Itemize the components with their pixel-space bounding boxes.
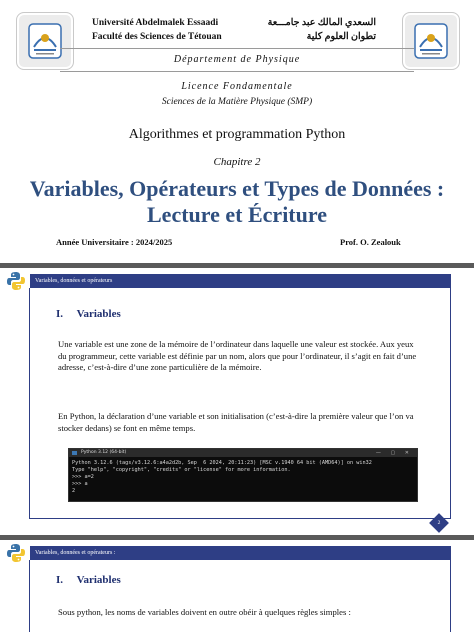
licence-label: Licence Fondamentale	[181, 81, 293, 92]
terminal-line: Type "help", "copyright", "credits" or "license" for more information.	[72, 467, 291, 473]
terminal-app-icon	[72, 451, 77, 455]
university-line-ar: السعدي المالك عبد جامـــعة	[267, 18, 376, 28]
window-controls-icon: — ▢ ✕	[375, 450, 413, 456]
cover-page	[0, 0, 474, 263]
terminal-title-bar	[69, 449, 417, 457]
terminal-line: 2	[72, 488, 76, 494]
chapter-title-line1: Variables, Opérateurs et Types de Données :	[29, 176, 445, 201]
section-title: Variables	[76, 308, 121, 320]
paragraph-declaration: En Python, la déclaration d’une variable et son initialisation (c’est-à-dire la première valeur que l’on va stocker dedans) se font en même temps.	[58, 411, 414, 433]
section-title: Variables	[76, 574, 121, 586]
faculty-line: Faculté des Sciences de Tétouan	[92, 32, 222, 42]
section-heading	[56, 574, 121, 586]
page-number: 2	[437, 520, 441, 526]
slide-page-2	[0, 268, 474, 535]
university-name-ar	[268, 16, 376, 44]
terminal-line: >>> a	[72, 481, 88, 487]
python-logo-icon	[6, 271, 26, 291]
chapter-title-line2: Lecture et Écriture	[147, 202, 327, 227]
professor-name: Prof. O. Zealouk	[340, 237, 401, 247]
python-logo-icon	[6, 543, 26, 563]
terminal-title: Python 3.12 (64-bit)	[81, 450, 127, 455]
terminal-line: Python 3.12.6 (tags/v3.12.6:a4a2d2b, Sep 6 2024, 20:11:23) [MSC v.1940 64 bit (AMD64)] on win32	[72, 460, 372, 466]
slide-page-3	[0, 540, 474, 632]
paragraph-definition: Une variable est une zone de la mémoire de l’ordinateur dans laquelle une valeur est stockée. Aux yeux du programmeur, cette variable est définie par un nom, alors que pour l’ordinateur, il s’agit en fait d’une adresse, c’est-à-dire d’une zone particulière de la mémoire.	[58, 339, 417, 372]
filiere-label: Sciences de la Matière Physique (SMP)	[161, 97, 313, 107]
chapter-label: Chapitre 2	[213, 156, 261, 168]
paragraph-rules-intro: Sous python, les noms de variables doivent en outre obéir à quelques règles simples :	[58, 607, 351, 617]
department-name: Département de Physique	[173, 54, 301, 65]
divider	[60, 71, 414, 72]
university-line: Université Abdelmalek Essaadi	[92, 18, 219, 28]
divider	[60, 48, 414, 49]
python-terminal-screenshot	[68, 448, 418, 502]
section-heading	[56, 308, 121, 320]
terminal-line: >>> a=2	[72, 474, 94, 480]
course-title: Algorithmes et programmation Python	[128, 127, 346, 142]
academic-year: Année Universitaire : 2024/2025	[56, 237, 173, 247]
section-number: I.	[56, 574, 64, 586]
section-number: I.	[56, 308, 64, 320]
slide-header-bar: Variables, données et opérateurs :	[30, 546, 451, 560]
faculty-line-ar: تطوان العلوم كلية	[306, 32, 376, 42]
university-name-fr	[92, 16, 222, 44]
slide-frame	[29, 560, 451, 632]
slide-header-bar: Variables, données et opérateurs	[30, 274, 451, 288]
